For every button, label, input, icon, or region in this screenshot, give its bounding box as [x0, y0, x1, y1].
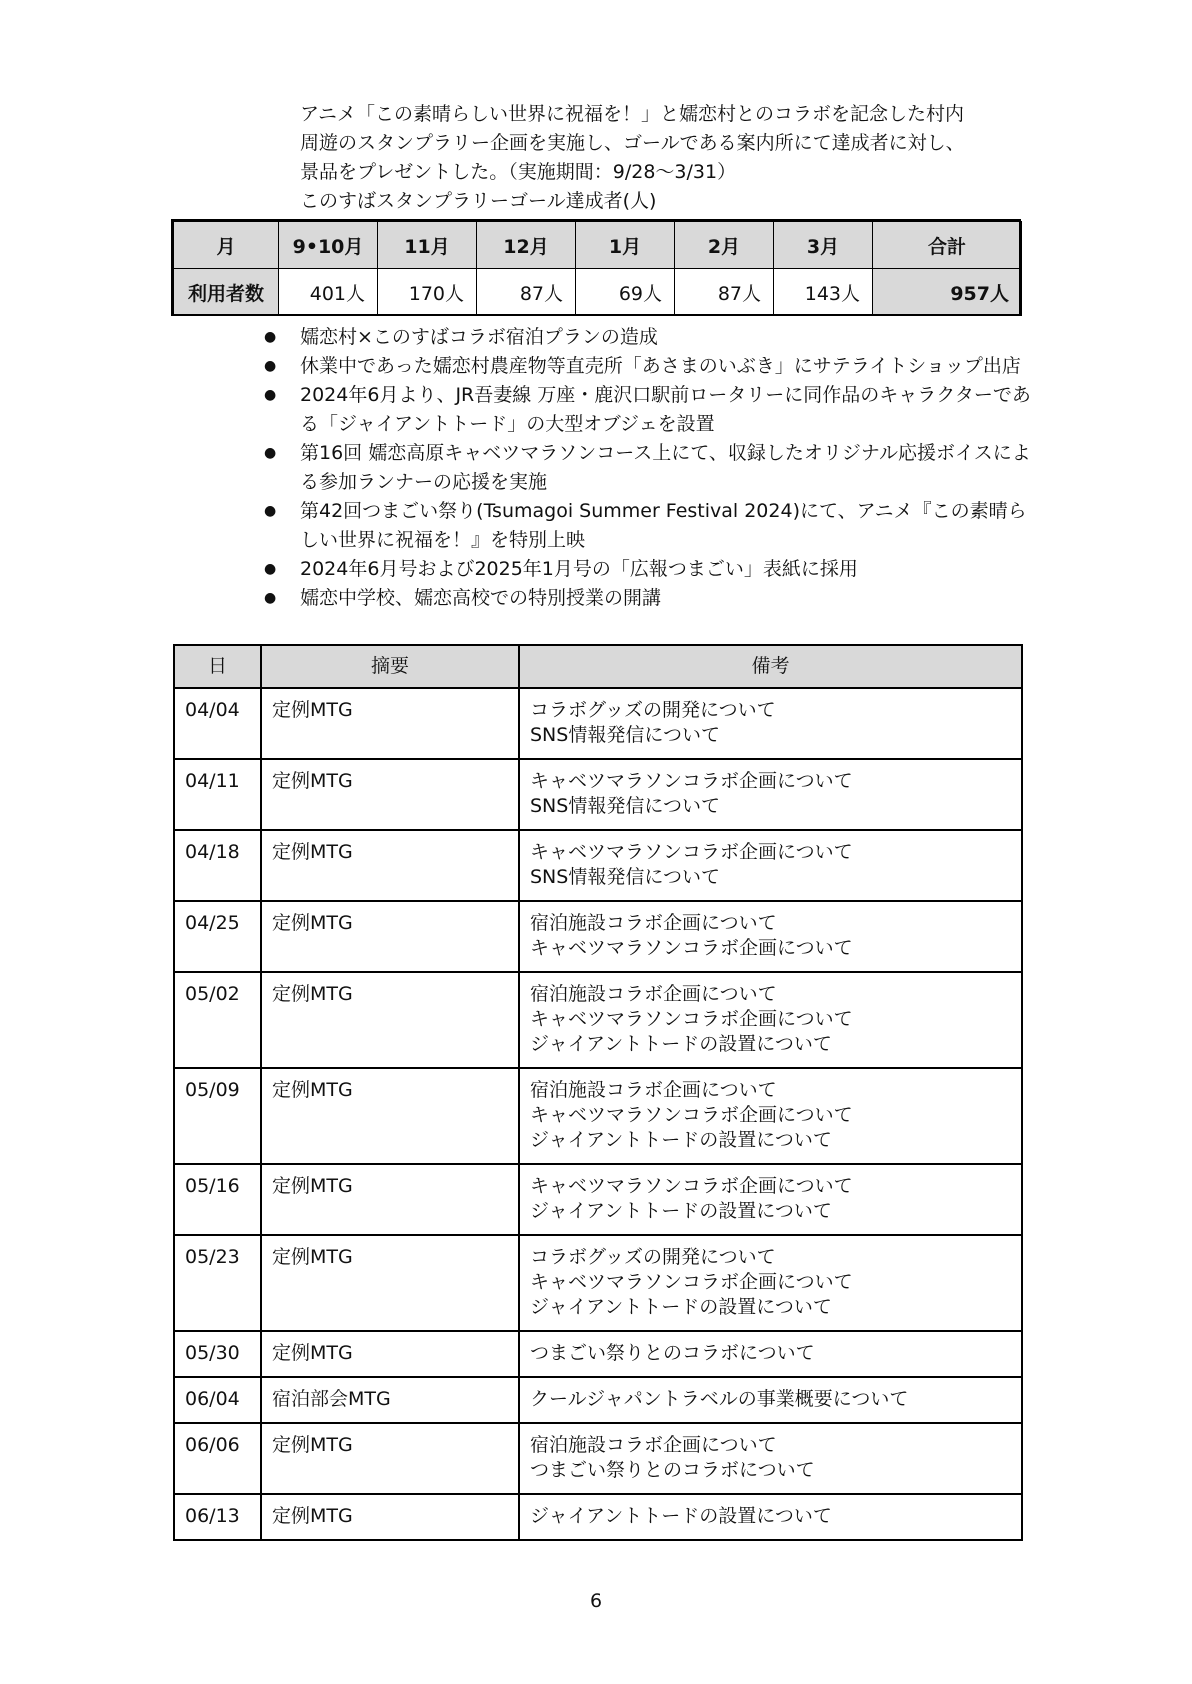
- log-note-line: クールジャパントラベルの事業概要について: [530, 1388, 909, 1410]
- log-date-cell: 05/09: [174, 1068, 261, 1164]
- stamp-header-cell: 3月: [774, 222, 873, 269]
- log-note-line: ジャイアントトードの設置について: [530, 1129, 832, 1151]
- stamp-value-cell: 87人: [477, 269, 576, 316]
- log-date-cell: 05/23: [174, 1235, 261, 1331]
- log-note-line: ジャイアントトードの設置について: [530, 1296, 832, 1318]
- log-note-line: SNS情報発信について: [530, 866, 720, 888]
- log-note-line: キャベツマラソンコラボ企画について: [530, 770, 853, 792]
- log-summary-cell: 定例MTG: [261, 972, 519, 1068]
- log-summary-cell: 定例MTG: [261, 1164, 519, 1235]
- stamp-header-month: 月: [174, 222, 279, 269]
- log-notes-cell: [519, 972, 1022, 1068]
- activity-bullet-list: [260, 323, 1040, 613]
- log-row: [174, 901, 1022, 972]
- log-note-line: 宿泊施設コラボ企画について: [530, 912, 777, 934]
- bullet-dot-icon: ●: [264, 358, 277, 374]
- log-summary-cell: 定例MTG: [261, 1331, 519, 1377]
- bullet-item: [260, 497, 1040, 555]
- log-date-cell: 05/02: [174, 972, 261, 1068]
- bullet-text: 2024年6月号および2025年1月号の「広報つまごい」表紙に採用: [300, 558, 858, 580]
- log-note-line: つまごい祭りとのコラボについて: [530, 1459, 815, 1481]
- log-summary-cell: 定例MTG: [261, 830, 519, 901]
- stamp-value-cell: 143人: [774, 269, 873, 316]
- bullet-item: [260, 555, 1040, 584]
- log-notes-cell: [519, 1235, 1022, 1331]
- log-notes-cell: [519, 1068, 1022, 1164]
- stamp-table-header-row: [174, 222, 1022, 269]
- log-notes-cell: [519, 1423, 1022, 1494]
- stamp-row-label: 利用者数: [174, 269, 279, 316]
- log-notes-cell: [519, 830, 1022, 901]
- bullet-item: [260, 381, 1040, 439]
- log-note-line: ジャイアントトードの設置について: [530, 1200, 832, 1222]
- intro-paragraph: [300, 100, 1040, 216]
- log-header-row: [174, 645, 1022, 688]
- log-summary-cell: 定例MTG: [261, 1494, 519, 1540]
- log-note-line: ジャイアントトードの設置について: [530, 1033, 832, 1055]
- log-summary-cell: 定例MTG: [261, 1235, 519, 1331]
- log-date-cell: 06/06: [174, 1423, 261, 1494]
- log-note-line: キャベツマラソンコラボ企画について: [530, 841, 853, 863]
- log-row: [174, 1377, 1022, 1423]
- stamp-total-cell: 957人: [873, 269, 1022, 316]
- stamp-value-cell: 170人: [378, 269, 477, 316]
- log-note-line: コラボグッズの開発について: [530, 699, 776, 721]
- bullet-text: 第42回つまごい祭り(Tsumagoi Summer Festival 2024)にて、アニメ『この素晴らしい世界に祝福を！』を特別上映: [300, 500, 1027, 551]
- log-date-cell: 04/18: [174, 830, 261, 901]
- log-note-line: 宿泊施設コラボ企画について: [530, 1434, 777, 1456]
- stamp-table-caption: このすばスタンプラリーゴール達成者(人): [300, 190, 657, 212]
- log-note-line: キャベツマラソンコラボ企画について: [530, 1104, 853, 1126]
- log-note-line: キャベツマラソンコラボ企画について: [530, 1175, 853, 1197]
- bullet-text: 嬬恋村×このすばコラボ宿泊プランの造成: [300, 326, 658, 348]
- log-note-line: SNS情報発信について: [530, 724, 720, 746]
- log-date-cell: 05/30: [174, 1331, 261, 1377]
- bullet-dot-icon: ●: [264, 387, 277, 403]
- intro-line: 景品をプレゼントした。（実施期間：9/28～3/31）: [300, 161, 737, 183]
- log-summary-cell: 宿泊部会MTG: [261, 1377, 519, 1423]
- log-row: [174, 972, 1022, 1068]
- log-date-cell: 05/16: [174, 1164, 261, 1235]
- log-note-line: SNS情報発信について: [530, 795, 720, 817]
- log-note-line: 宿泊施設コラボ企画について: [530, 1079, 777, 1101]
- stamp-header-cell: 9•10月: [279, 222, 378, 269]
- log-header-date: 日: [174, 645, 261, 688]
- log-summary-cell: 定例MTG: [261, 759, 519, 830]
- log-notes-cell: [519, 901, 1022, 972]
- bullet-text: 第16回 嬬恋高原キャベツマラソンコース上にて、収録したオリジナル応援ボイスによる参加ランナーの応援を実施: [300, 442, 1031, 493]
- log-note-line: つまごい祭りとのコラボについて: [530, 1342, 815, 1364]
- log-notes-cell: [519, 1331, 1022, 1377]
- log-notes-cell: [519, 1164, 1022, 1235]
- bullet-dot-icon: ●: [264, 561, 277, 577]
- meeting-log-table: [173, 644, 1023, 1541]
- stamp-value-cell: 401人: [279, 269, 378, 316]
- log-note-line: 宿泊施設コラボ企画について: [530, 983, 777, 1005]
- log-row: [174, 1423, 1022, 1494]
- log-date-cell: 04/25: [174, 901, 261, 972]
- bullet-text: 嬬恋中学校、嬬恋高校での特別授業の開講: [300, 587, 662, 609]
- page-number: 6: [589, 1590, 603, 1612]
- bullet-item: [260, 584, 1040, 613]
- log-row: [174, 688, 1022, 759]
- log-note-line: キャベツマラソンコラボ企画について: [530, 937, 853, 959]
- log-row: [174, 1494, 1022, 1540]
- stamp-header-cell: 2月: [675, 222, 774, 269]
- intro-line: アニメ「この素晴らしい世界に祝福を！」と嬬恋村とのコラボを記念した村内: [300, 103, 965, 125]
- bullet-text: 休業中であった嬬恋村農産物等直売所「あさまのいぶき」にサテライトショップ出店: [300, 355, 1021, 377]
- log-row: [174, 1068, 1022, 1164]
- stamp-rally-table: [173, 221, 1022, 316]
- log-note-line: コラボグッズの開発について: [530, 1246, 776, 1268]
- bullet-dot-icon: ●: [264, 445, 277, 461]
- log-notes-cell: [519, 1494, 1022, 1540]
- log-date-cell: 06/04: [174, 1377, 261, 1423]
- log-row: [174, 830, 1022, 901]
- bullet-item: [260, 323, 1040, 352]
- stamp-value-cell: 69人: [576, 269, 675, 316]
- log-row: [174, 1164, 1022, 1235]
- log-note-line: ジャイアントトードの設置について: [530, 1505, 832, 1527]
- stamp-header-cell: 11月: [378, 222, 477, 269]
- log-summary-cell: 定例MTG: [261, 688, 519, 759]
- log-summary-cell: 定例MTG: [261, 1068, 519, 1164]
- stamp-header-cell: 1月: [576, 222, 675, 269]
- intro-line: 周遊のスタンプラリー企画を実施し、ゴールである案内所にて達成者に対し、: [300, 132, 965, 154]
- log-date-cell: 06/13: [174, 1494, 261, 1540]
- log-note-line: キャベツマラソンコラボ企画について: [530, 1008, 853, 1030]
- log-summary-cell: 定例MTG: [261, 1423, 519, 1494]
- log-header-summary: 摘要: [261, 645, 519, 688]
- bullet-dot-icon: ●: [264, 329, 277, 345]
- bullet-dot-icon: ●: [264, 590, 277, 606]
- log-row: [174, 759, 1022, 830]
- log-date-cell: 04/04: [174, 688, 261, 759]
- stamp-table-value-row: [174, 269, 1022, 316]
- log-note-line: キャベツマラソンコラボ企画について: [530, 1271, 853, 1293]
- log-row: [174, 1331, 1022, 1377]
- log-notes-cell: [519, 759, 1022, 830]
- bullet-item: [260, 352, 1040, 381]
- bullet-item: [260, 439, 1040, 497]
- log-summary-cell: 定例MTG: [261, 901, 519, 972]
- log-header-notes: 備考: [519, 645, 1022, 688]
- log-date-cell: 04/11: [174, 759, 261, 830]
- log-notes-cell: [519, 1377, 1022, 1423]
- log-row: [174, 1235, 1022, 1331]
- bullet-text: 2024年6月より、JR吾妻線 万座・鹿沢口駅前ロータリーに同作品のキャラクターである「ジャイアントトード」の大型オブジェを設置: [300, 384, 1031, 435]
- stamp-value-cell: 87人: [675, 269, 774, 316]
- stamp-header-cell: 12月: [477, 222, 576, 269]
- bullet-dot-icon: ●: [264, 503, 277, 519]
- stamp-header-total: 合計: [873, 222, 1022, 269]
- log-notes-cell: [519, 688, 1022, 759]
